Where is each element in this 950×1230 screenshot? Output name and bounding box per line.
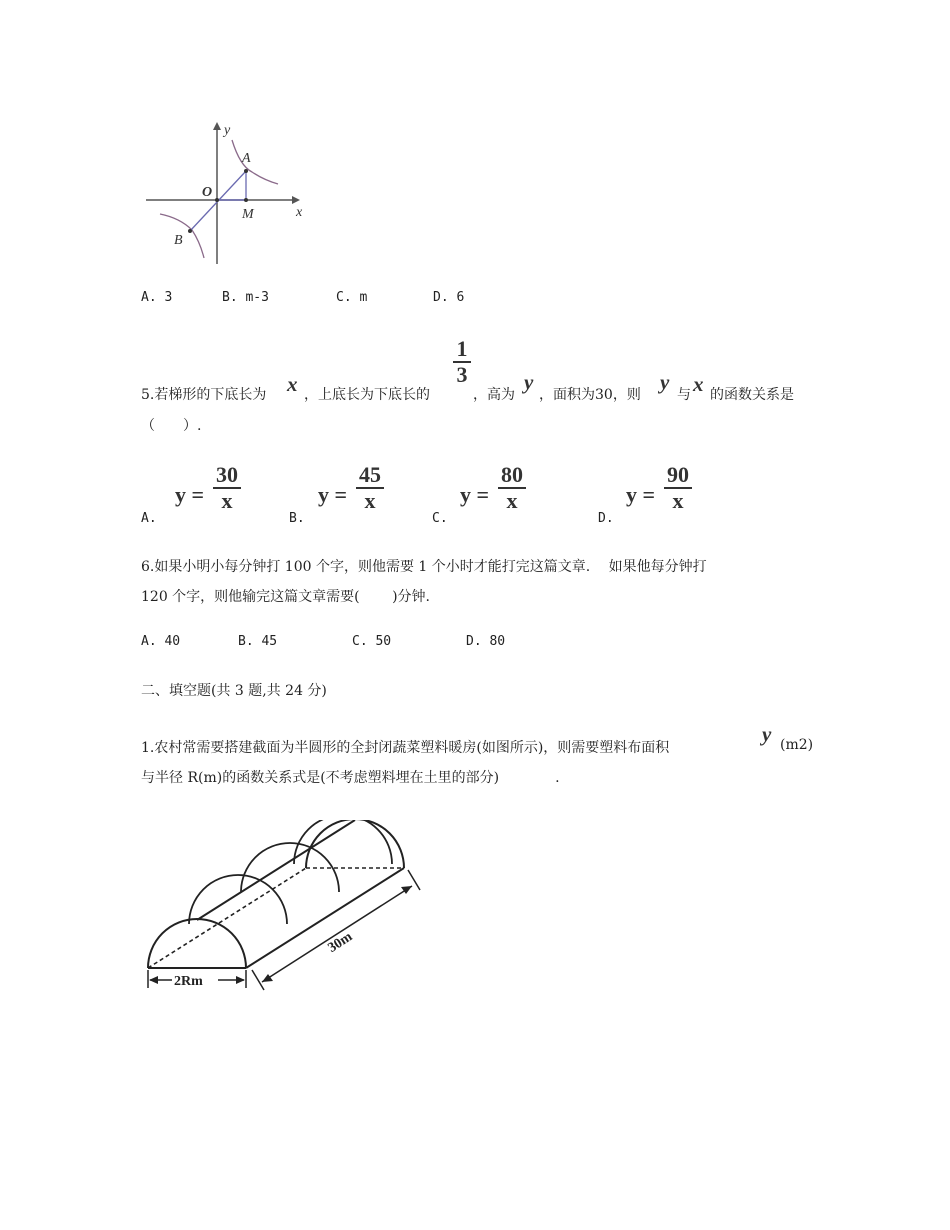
- fill1-var-y: y: [762, 722, 772, 746]
- fraction-numerator: 30: [216, 462, 238, 487]
- option-letter: A.: [141, 511, 157, 526]
- section-heading-fill-in: 二、填空题(共 3 题,共 24 分): [141, 683, 327, 699]
- q6-option-c[interactable]: C. 50: [352, 634, 392, 649]
- option-letter: B.: [289, 511, 305, 526]
- width-arrowhead-right: [236, 976, 245, 984]
- fill1-stem-line2: 与半径 R(m)的函数关系式是(不考虑塑料埋在土里的部分) .: [141, 770, 560, 786]
- option-lhs: y =: [318, 482, 348, 507]
- fraction-numerator: 1: [456, 336, 468, 361]
- length-tick-front: [252, 970, 264, 990]
- q5-fraction-one-third: [453, 338, 471, 386]
- fraction-numerator: 80: [501, 462, 523, 487]
- q6-option-a[interactable]: A. 40: [141, 634, 181, 649]
- q6-stem-line2: 120 个字，则他输完这篇文章需要( )分钟.: [141, 589, 430, 605]
- q5-var-x2: x: [693, 372, 704, 396]
- fraction-denominator: x: [364, 488, 376, 513]
- point-m: [244, 198, 248, 202]
- q5-text-a: 5.若梯形的下底长为: [141, 387, 267, 403]
- q4-option-d[interactable]: D. 6: [433, 290, 465, 305]
- fill1-text-a: 1.农村常需要搭建截面为半圆形的全封闭蔬菜塑料暖房(如图所示)，则需要塑料布面积: [141, 740, 670, 756]
- hyperbola-branch-upper: [232, 140, 278, 184]
- greenhouse-figure: [130, 820, 430, 1000]
- option-letter: C.: [432, 511, 448, 526]
- x-axis-label: x: [296, 205, 303, 220]
- x-axis-arrow: [292, 196, 300, 204]
- fill1-text-b: (m2): [780, 737, 814, 753]
- point-o: [215, 198, 219, 202]
- fraction-denominator: x: [221, 488, 233, 513]
- length-label: 30m: [325, 929, 356, 957]
- option-fraction: [498, 464, 526, 512]
- point-a: [244, 169, 248, 173]
- q5-var-x: x: [287, 372, 298, 396]
- width-arrowhead-left: [149, 976, 158, 984]
- q5-text-d: ，面积为30，则: [539, 387, 641, 403]
- width-label: 2Rm: [174, 974, 203, 989]
- fraction-numerator: 90: [667, 462, 689, 487]
- q4-option-c[interactable]: C. m: [336, 290, 368, 305]
- hyperbola-figure: [140, 118, 320, 268]
- option-fraction: [664, 464, 692, 512]
- front-arch: [148, 919, 246, 968]
- point-b-label: B: [174, 233, 183, 248]
- option-fraction: [356, 464, 384, 512]
- origin-label: O: [202, 185, 213, 200]
- point-m-label: M: [242, 207, 254, 222]
- q6-option-b[interactable]: B. 45: [238, 634, 278, 649]
- bottom-right-edge: [246, 868, 404, 968]
- q6-option-d[interactable]: D. 80: [466, 634, 506, 649]
- q5-var-y2: y: [660, 370, 670, 394]
- q5-text-f: 的函数关系是: [710, 387, 794, 403]
- point-b: [188, 229, 192, 233]
- top-ridge: [197, 820, 355, 920]
- option-lhs: y =: [626, 482, 656, 507]
- q5-text-e: 与: [677, 387, 691, 403]
- y-axis-arrow: [213, 122, 221, 130]
- y-axis-label: y: [224, 123, 231, 138]
- fraction-denominator: x: [672, 488, 684, 513]
- q6-stem-line1: 6.如果小明小每分钟打 100 个字，则他需要 1 个小时才能打完这篇文章. 如果他每分钟打: [141, 559, 707, 575]
- option-lhs: y =: [460, 482, 490, 507]
- back-arch: [306, 820, 404, 868]
- q5-answer-blank: （ ）.: [141, 418, 202, 434]
- option-letter: D.: [598, 511, 614, 526]
- fraction-numerator: 45: [359, 462, 381, 487]
- q4-option-a[interactable]: A. 3: [141, 290, 173, 305]
- fraction-denominator: 3: [456, 362, 468, 387]
- hidden-left-base: [148, 868, 306, 968]
- option-fraction: [213, 464, 241, 512]
- arch-3: [241, 843, 339, 892]
- fraction-denominator: x: [506, 488, 518, 513]
- q4-option-b[interactable]: B. m-3: [222, 290, 269, 305]
- q5-text-c: ，高为: [473, 387, 515, 403]
- point-a-label: A: [242, 151, 251, 166]
- q5-var-y: y: [524, 370, 534, 394]
- q5-text-b: ，上底长为下底长的: [304, 387, 430, 403]
- option-lhs: y =: [175, 482, 205, 507]
- length-dimension-line: [262, 886, 412, 982]
